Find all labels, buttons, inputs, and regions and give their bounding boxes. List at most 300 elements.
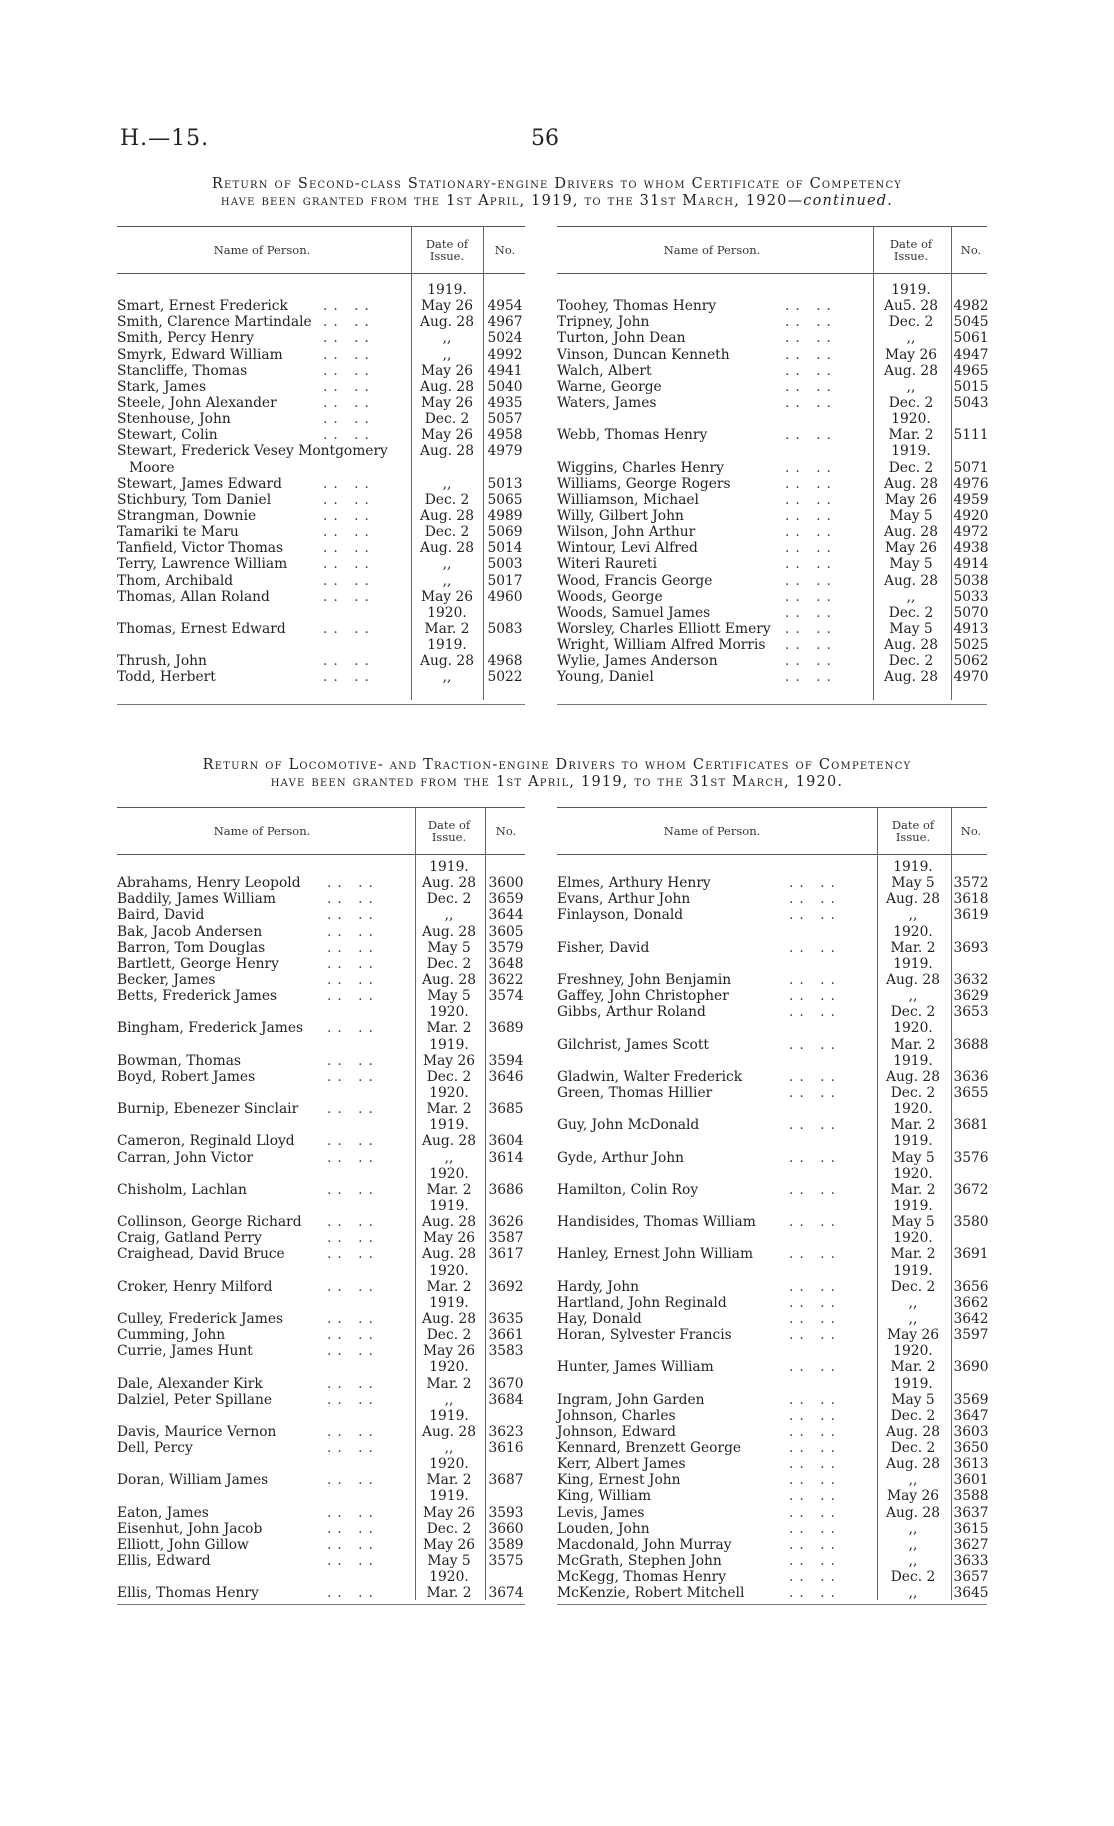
person-name: Toohey, Thomas Henry [557,298,717,315]
issue-date: ,, [442,556,452,573]
person-name: Smith, Percy Henry [117,330,254,347]
issue-date: May 5 [889,620,933,637]
leader-dots: .. .. [323,475,375,492]
year-row [117,1359,525,1375]
year-label: 1919. [891,443,931,460]
certificate-number: 4970 [953,669,989,686]
certificate-number: 3653 [953,1004,989,1021]
person-name: Hanley, Ernest John William [557,1246,754,1263]
issue-date: Mar. 2 [426,1472,472,1489]
year-row [117,1198,525,1214]
person-name: Hunter, James William [557,1359,714,1376]
issue-date: ,, [442,669,452,686]
certificate-number: 5013 [487,475,523,492]
table-row [557,1537,987,1553]
year-row [557,1198,987,1214]
table-row [117,314,525,330]
issue-date: ,, [906,378,916,395]
issue-date: Mar. 2 [424,620,470,637]
certificate-number: 5061 [953,330,989,347]
certificate-number: 4914 [953,556,989,573]
issue-date: Aug. 28 [883,475,938,492]
leader-dots: .. .. [323,620,375,637]
certificate-number: 4960 [487,588,523,605]
table-row [117,1553,525,1569]
leader-dots: .. .. [785,507,837,524]
header-number: No. [960,243,982,257]
certificate-number: 3656 [953,1278,989,1295]
person-name: Craig, Gatland Perry [117,1230,262,1247]
person-name: Burnip, Ebenezer Sinclair [117,1101,299,1118]
issue-date: Aug. 28 [419,314,474,331]
leader-dots: .. .. [327,988,379,1005]
year-label: 1919. [893,859,933,875]
table-row [557,492,987,508]
year-row [117,1408,525,1424]
leader-dots: .. .. [327,1520,379,1537]
person-name: Davis, Maurice Vernon [117,1423,277,1440]
leader-dots: .. .. [327,1585,379,1602]
certificate-number: 4935 [487,394,523,411]
leader-dots: .. .. [789,1117,841,1134]
person-name: Young, Daniel [557,669,654,686]
person-name: Fisher, David [557,939,650,956]
certificate-number: 3587 [488,1230,524,1247]
person-name: Wintour, Levi Alfred [557,540,698,557]
person-name: Thomas, Allan Roland [117,588,270,605]
issue-date: May 26 [884,540,938,557]
certificate-number: 5033 [953,588,989,605]
issue-date: Aug. 28 [883,524,938,541]
table-row [557,540,987,556]
issue-date: ,, [908,1553,918,1570]
issue-date: Aug. 28 [419,540,474,557]
leader-dots: .. .. [323,491,375,508]
table-end-rule [557,704,987,705]
certificate-number: 4959 [953,491,989,508]
person-name: Cumming, John [117,1327,226,1344]
person-name: Wilson, John Arthur [557,524,696,541]
person-name: Steele, John Alexander [117,394,277,411]
certificate-number: 4913 [953,620,989,637]
year-row [117,1569,525,1585]
issue-date: Dec. 2 [890,1440,936,1457]
issue-date: Dec. 2 [426,955,472,972]
table-row [117,1327,525,1343]
person-name: Betts, Frederick James [117,988,278,1005]
leader-dots: .. .. [327,1391,379,1408]
header-name-of-person: Name of Person. [663,243,761,257]
year-label: 1920. [429,1084,469,1101]
issue-date: Mar. 2 [426,1101,472,1118]
leader-dots: .. .. [789,1472,841,1489]
table-row [557,1085,987,1101]
certificate-number: 3579 [488,939,524,956]
leader-dots: .. .. [785,346,837,363]
person-name: Terry, Lawrence William [117,556,288,573]
leader-dots: .. .. [327,1536,379,1553]
section2-title [110,757,1004,791]
table-row [557,875,987,891]
table-row [557,508,987,524]
leader-dots: .. .. [327,939,379,956]
leader-dots: .. .. [789,1068,841,1085]
table-row [117,524,525,540]
certificate-number: 5069 [487,524,523,541]
table-row [557,476,987,492]
person-name: Stewart, James Edward [117,475,282,492]
leader-dots: .. .. [327,1553,379,1570]
certificate-number: 5045 [953,314,989,331]
table-row [557,621,987,637]
year-label: 1920. [893,1020,933,1037]
table-row [117,589,525,605]
year-row [557,956,987,972]
issue-date: Mar. 2 [888,427,934,444]
table-row [557,637,987,653]
issue-date: Dec. 2 [424,491,470,508]
certificate-number: 3689 [488,1020,524,1037]
year-row [117,1085,525,1101]
year-row [117,1295,525,1311]
issue-date: Aug. 28 [421,1214,476,1231]
certificate-number: 3690 [953,1359,989,1376]
certificate-number: 4920 [953,507,989,524]
issue-date: May 26 [420,427,474,444]
leader-dots: .. .. [785,540,837,557]
year-row [557,1166,987,1182]
issue-date: ,, [442,572,452,589]
issue-date: May 5 [427,939,471,956]
table-row [557,1488,987,1504]
year-row [557,924,987,940]
table-row [117,907,525,923]
issue-date: Dec. 2 [890,1004,936,1021]
table-row [117,460,525,476]
leader-dots: .. .. [789,1585,841,1602]
issue-date: Dec. 2 [890,1407,936,1424]
leader-dots: .. .. [789,1440,841,1457]
table-row [557,1279,987,1295]
table-row [117,379,525,395]
table-row [117,443,525,459]
issue-date: ,, [908,1536,918,1553]
table-row [117,540,525,556]
person-name: Abrahams, Henry Leopold [117,875,301,892]
issue-date: May 26 [422,1343,476,1360]
person-name: Turton, John Dean [557,330,686,347]
person-name: Green, Thomas Hillier [557,1084,713,1101]
certificate-number: 3629 [953,988,989,1005]
issue-date: Aug. 28 [421,875,476,892]
leader-dots: .. .. [327,907,379,924]
certificate-number: 5038 [953,572,989,589]
certificate-number: 3575 [488,1553,524,1570]
certificate-number: 5014 [487,540,523,557]
person-name: Webb, Thomas Henry [557,427,708,444]
issue-date: Aug. 28 [883,669,938,686]
leader-dots: .. .. [327,971,379,988]
leader-dots: .. .. [789,939,841,956]
issue-date: Dec. 2 [890,1569,936,1586]
certificate-number: 4992 [487,346,523,363]
certificate-number: 3662 [953,1294,989,1311]
person-name: Bingham, Frederick James [117,1020,304,1037]
issue-date: Mar. 2 [426,1278,472,1295]
certificate-number: 4947 [953,346,989,363]
issue-date: ,, [442,330,452,347]
certificate-number: 3687 [488,1472,524,1489]
issue-date: Dec. 2 [424,411,470,428]
certificate-number: 3617 [488,1246,524,1263]
table-row [557,298,987,314]
certificate-number: 3593 [488,1504,524,1521]
certificate-number: 3674 [488,1585,524,1602]
issue-date: ,, [908,1472,918,1489]
table-row [117,395,525,411]
issue-date: ,, [906,588,916,605]
issue-date: Mar. 2 [890,1359,936,1376]
table-row [557,891,987,907]
issue-date: Dec. 2 [888,459,934,476]
certificate-number: 3692 [488,1278,524,1295]
section1-title-line2: have been granted from the 1st April, 1919, to the 31st March, 1920—continued. [220,193,894,209]
certificate-number: 4938 [953,540,989,557]
year-row [557,411,987,427]
person-name: Gaffey, John Christopher [557,988,729,1005]
leader-dots: .. .. [323,298,375,315]
leader-dots: .. .. [785,524,837,541]
issue-date: ,, [908,1310,918,1327]
certificate-number: 3588 [953,1488,989,1505]
year-label: 1920. [893,1230,933,1247]
leader-dots: .. .. [323,572,375,589]
certificate-number: 3615 [953,1520,989,1537]
header-name-of-person: Name of Person. [213,243,311,257]
certificate-number: 3603 [953,1423,989,1440]
person-name: Horan, Sylvester Francis [557,1327,732,1344]
person-name: Evans, Arthur John [557,891,691,908]
person-name: Gladwin, Walter Frederick [557,1068,743,1085]
issue-date: Au5. 28 [884,298,938,315]
certificate-number: 3659 [488,891,524,908]
person-name: Becker, James [117,971,216,988]
certificate-number: 5065 [487,491,523,508]
year-label: 1919. [429,859,469,875]
page-number: 56 [531,126,559,151]
issue-date: Mar. 2 [890,1036,936,1053]
table-row [557,1214,987,1230]
table-row [117,891,525,907]
person-name: McKenzie, Robert Mitchell [557,1585,745,1602]
issue-date: Dec. 2 [890,1084,936,1101]
person-name: Strangman, Downie [117,507,257,524]
person-name: Ellis, Edward [117,1553,211,1570]
person-name: Dale, Alexander Kirk [117,1375,263,1392]
certificate-number: 3693 [953,939,989,956]
issue-date: Aug. 28 [883,572,938,589]
certificate-number: 5043 [953,394,989,411]
year-row [557,1376,987,1392]
certificate-number: 3650 [953,1440,989,1457]
year-row [117,1166,525,1182]
person-name: Wiggins, Charles Henry [557,459,724,476]
certificate-number: 5003 [487,556,523,573]
year-row [117,1456,525,1472]
leader-dots: .. .. [789,1246,841,1263]
person-name: Vinson, Duncan Kenneth [557,346,730,363]
column-header [117,226,525,274]
person-name: Levis, James [557,1504,645,1521]
year-row [117,1488,525,1504]
leader-dots: .. .. [785,378,837,395]
leader-dots: .. .. [327,1504,379,1521]
leader-dots: .. .. [323,346,375,363]
year-row [117,637,525,653]
year-row [117,282,525,298]
table-row [117,1069,525,1085]
issue-date: ,, [444,1149,454,1166]
year-label: 1920. [429,1004,469,1021]
person-name: Carran, John Victor [117,1149,254,1166]
year-label: 1920. [893,1165,933,1182]
leader-dots: .. .. [327,1472,379,1489]
leader-dots: .. .. [323,588,375,605]
certificate-number: 3672 [953,1181,989,1198]
issue-date: ,, [908,1585,918,1602]
leader-dots: .. .. [327,1181,379,1198]
leader-dots: .. .. [789,1407,841,1424]
table-row [557,1182,987,1198]
issue-date: Mar. 2 [426,1375,472,1392]
certificate-number: 3583 [488,1343,524,1360]
leader-dots: .. .. [327,875,379,892]
table-row [557,573,987,589]
issue-date: Aug. 28 [421,1133,476,1150]
leader-dots: .. .. [789,1520,841,1537]
person-name: Elmes, Arthury Henry [557,875,711,892]
certificate-number: 3657 [953,1569,989,1586]
certificate-number: 3600 [488,875,524,892]
table-row [117,1424,525,1440]
person-name: Tamariki te Maru [117,524,239,541]
table-row [557,1440,987,1456]
leader-dots: .. .. [785,620,837,637]
person-name: Guy, John McDonald [557,1117,700,1134]
table-row [117,956,525,972]
person-name: Macdonald, John Murray [557,1536,732,1553]
table-row [557,907,987,923]
table-row [117,1585,525,1601]
person-name: Tanfield, Victor Thomas [117,540,284,557]
issue-date: Mar. 2 [890,1117,936,1134]
leader-dots: .. .. [785,314,837,331]
issue-date: Dec. 2 [888,394,934,411]
issue-date: May 5 [891,1391,935,1408]
issue-date: May 5 [427,1553,471,1570]
issue-date: Dec. 2 [426,1520,472,1537]
leader-dots: .. .. [785,427,837,444]
issue-date: May 26 [420,394,474,411]
year-row [557,1053,987,1069]
table-row [117,1101,525,1117]
table-row [117,298,525,314]
table-row [117,573,525,589]
table-row [117,1246,525,1262]
person-name: Johnson, Edward [557,1423,677,1440]
person-name: Baddily, James William [117,891,276,908]
year-label: 1919. [893,1197,933,1214]
table-row [117,411,525,427]
year-label: 1919. [427,637,467,654]
year-row [557,1020,987,1036]
issue-date: Dec. 2 [424,524,470,541]
issue-date: ,, [444,1440,454,1457]
issue-date: Aug. 28 [419,378,474,395]
certificate-number: 4968 [487,653,523,670]
table-row [557,556,987,572]
person-name: Cameron, Reginald Lloyd [117,1133,295,1150]
year-row [557,859,987,875]
issue-date: Aug. 28 [419,653,474,670]
table-row [557,1569,987,1585]
issue-date: May 26 [886,1488,940,1505]
leader-dots: .. .. [789,1553,841,1570]
person-name: Bartlett, George Henry [117,955,279,972]
leader-dots: .. .. [789,1181,841,1198]
year-label: 1919. [893,955,933,972]
table-row [557,1117,987,1133]
certificate-number: 5057 [487,411,523,428]
table-row [117,1440,525,1456]
issue-date: May 26 [886,1327,940,1344]
issue-date: Aug. 28 [883,362,938,379]
person-name: Bak, Jacob Andersen [117,923,263,940]
certificate-number: 3619 [953,907,989,924]
leader-dots: .. .. [785,475,837,492]
certificate-number: 4982 [953,298,989,315]
table-row [117,1521,525,1537]
table-row [557,427,987,443]
table-row [117,1392,525,1408]
year-label: 1919. [893,1133,933,1150]
table-row [117,653,525,669]
table-row [117,1182,525,1198]
person-name: Eisenhut, John Jacob [117,1520,263,1537]
certificate-number: 3574 [488,988,524,1005]
year-row [117,1004,525,1020]
person-name: King, Ernest John [557,1472,681,1489]
header-number: No. [960,824,982,838]
leader-dots: .. .. [789,1004,841,1021]
leader-dots: .. .. [323,362,375,379]
certificate-number: 5015 [953,378,989,395]
section1-right-column [557,226,987,686]
leader-dots: .. .. [785,394,837,411]
section2-title-line2: have been granted from the 1st April, 1919, to the 31st March, 1920. [270,774,844,790]
year-label: 1919. [893,1375,933,1392]
leader-dots: .. .. [785,362,837,379]
table-row [117,476,525,492]
leader-dots: .. .. [327,1230,379,1247]
certificate-number: 3686 [488,1181,524,1198]
issue-date: Aug. 28 [421,971,476,988]
table-row [117,1343,525,1359]
person-name: Craighead, David Bruce [117,1246,285,1263]
leader-dots: .. .. [323,411,375,428]
year-label: 1920. [429,1359,469,1376]
issue-date: Aug. 28 [419,443,474,460]
